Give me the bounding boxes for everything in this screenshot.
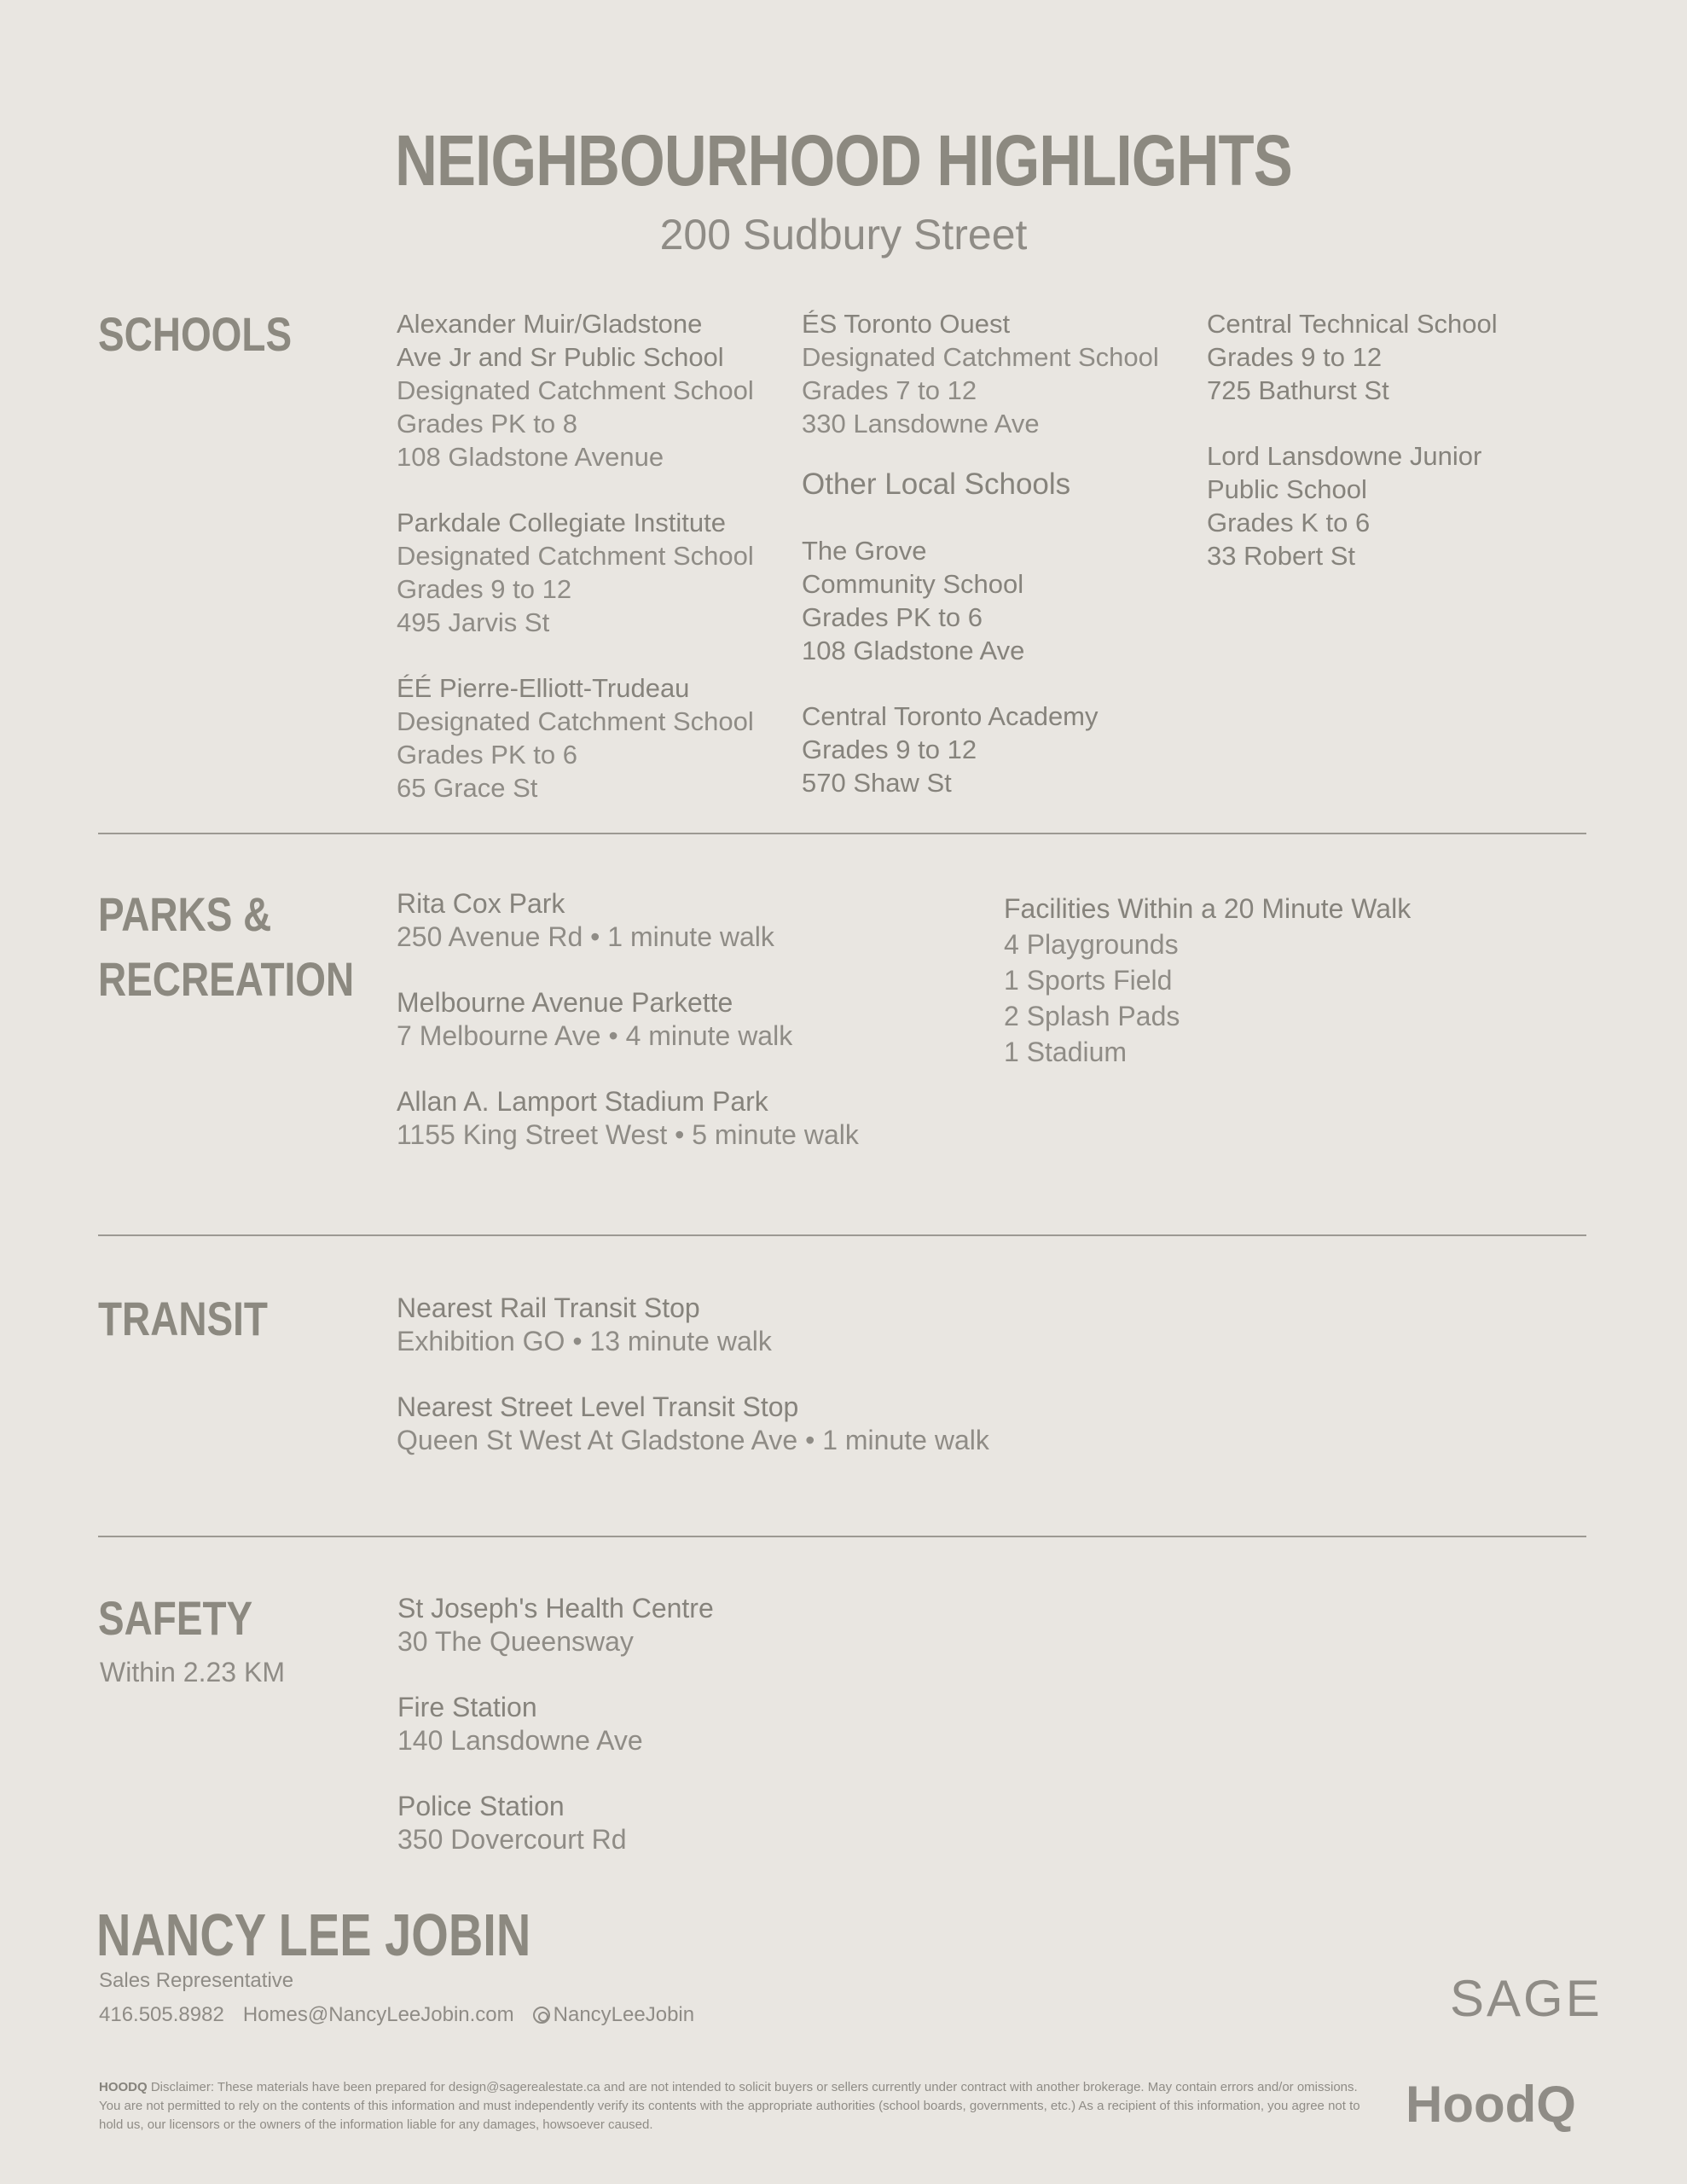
agent-contact xyxy=(99,2003,694,2027)
transit-entry xyxy=(397,1292,1164,1358)
safety-detail: 30 The Queensway xyxy=(397,1626,634,1657)
facility-item: 4 Playgrounds xyxy=(1004,929,1179,960)
safety-name: Fire Station xyxy=(397,1692,537,1722)
other-schools-heading: Other Local Schools xyxy=(802,468,1071,501)
transit-entry xyxy=(397,1391,1164,1457)
safety-name: Police Station xyxy=(397,1791,565,1821)
school-grades: Grades 9 to 12 xyxy=(802,735,977,764)
school-address: 65 Grace St xyxy=(397,773,538,803)
school-grades: Grades K to 6 xyxy=(1207,508,1371,537)
school-name: Lord Lansdowne Junior xyxy=(1207,441,1482,471)
school-address: 108 Gladstone Avenue xyxy=(397,442,664,472)
safety-list xyxy=(397,1592,1165,1856)
parks-heading: PARKS & xyxy=(98,887,272,941)
park-entry xyxy=(397,986,994,1053)
hoodq-logo: HoodQ xyxy=(1406,2076,1576,2133)
school-grades: Grades 9 to 12 xyxy=(397,574,572,604)
school-address: 725 Bathurst St xyxy=(1207,375,1389,405)
school-address: 570 Shaw St xyxy=(802,768,952,798)
school-grades: Grades PK to 6 xyxy=(397,740,577,770)
transit-list xyxy=(397,1292,1164,1457)
school-grades: Grades PK to 8 xyxy=(397,409,577,439)
park-detail: 250 Avenue Rd • 1 minute walk xyxy=(397,921,774,952)
park-name: Melbourne Avenue Parkette xyxy=(397,987,733,1018)
facilities-heading: Facilities Within a 20 Minute Walk xyxy=(1004,893,1412,924)
park-detail: 7 Melbourne Ave • 4 minute walk xyxy=(397,1020,793,1051)
safety-entry xyxy=(397,1691,1165,1757)
safety-detail: 140 Lansdowne Ave xyxy=(397,1725,643,1756)
school-name: ÉS Toronto Ouest xyxy=(802,309,1011,339)
disclaimer xyxy=(99,2078,1361,2135)
facility-item: 2 Splash Pads xyxy=(1004,1001,1180,1031)
school-name: Community School xyxy=(802,569,1024,599)
section-divider xyxy=(98,1536,1586,1537)
agent-role: Sales Representative xyxy=(99,1969,294,1992)
school-name: Public School xyxy=(1207,474,1367,504)
school-entry xyxy=(802,307,1203,440)
schools-column-2 xyxy=(802,307,1203,799)
facility-item: 1 Stadium xyxy=(1004,1037,1128,1067)
school-entry xyxy=(1207,307,1599,407)
disclaimer-brand: HOODQ xyxy=(99,2080,148,2094)
school-name: ÉÉ Pierre-Elliott-Trudeau xyxy=(397,673,690,703)
transit-detail: Queen St West At Gladstone Ave • 1 minute walk xyxy=(397,1425,989,1455)
park-detail: 1155 King Street West • 5 minute walk xyxy=(397,1119,859,1150)
school-entry xyxy=(397,506,797,639)
facility-item: 1 Sports Field xyxy=(1004,965,1173,996)
safety-name: St Joseph's Health Centre xyxy=(397,1593,714,1623)
park-entry xyxy=(397,887,994,954)
safety-entry xyxy=(397,1790,1165,1856)
safety-radius: Within 2.23 KM xyxy=(100,1657,285,1687)
school-entry xyxy=(397,307,797,473)
school-grades: Grades 7 to 12 xyxy=(802,375,977,405)
disclaimer-text: Disclaimer: These materials have been prepared for design@sagerealestate.ca and are not intended to solicit buyers or sellers currently under contract with another brokerage. May contain errors and/or omissions. You are not permitted to rely on the contents of this information and must independently verify its contents with the appropriate authorities (school boards, governments, etc.) As a recipient of this information, you agree not to hold us, our licensors or the owners of the information liable for any damages, howsoever caused. xyxy=(99,2080,1360,2132)
park-name: Rita Cox Park xyxy=(397,888,565,919)
schools-column-1 xyxy=(397,307,797,804)
school-name: Alexander Muir/Gladstone xyxy=(397,309,703,339)
parks-heading-line-2: RECREATION xyxy=(98,952,355,1006)
school-name: Central Technical School xyxy=(1207,309,1498,339)
park-name: Allan A. Lamport Stadium Park xyxy=(397,1086,768,1117)
school-designation: Designated Catchment School xyxy=(397,706,754,736)
school-entry xyxy=(802,534,1203,667)
school-grades: Grades PK to 6 xyxy=(802,602,983,632)
school-designation: Designated Catchment School xyxy=(397,375,754,405)
agent-email[interactable]: Homes@NancyLeeJobin.com xyxy=(242,2003,514,2026)
agent-social-handle: NancyLeeJobin xyxy=(553,2003,695,2026)
school-entry xyxy=(1207,439,1599,572)
school-designation: Designated Catchment School xyxy=(397,541,754,571)
parks-list xyxy=(397,887,994,1152)
section-divider xyxy=(98,833,1586,834)
agent-social[interactable] xyxy=(533,2003,694,2027)
school-name: Ave Jr and Sr Public School xyxy=(397,342,724,372)
park-entry xyxy=(397,1085,994,1152)
school-name: Parkdale Collegiate Institute xyxy=(397,508,727,537)
school-designation: Designated Catchment School xyxy=(802,342,1159,372)
school-entry xyxy=(397,671,797,804)
transit-name: Nearest Rail Transit Stop xyxy=(397,1292,700,1323)
school-address: 495 Jarvis St xyxy=(397,607,550,637)
school-grades: Grades 9 to 12 xyxy=(1207,342,1383,372)
facilities-list xyxy=(1004,891,1584,1070)
safety-entry xyxy=(397,1592,1165,1658)
schools-heading: SCHOOLS xyxy=(98,307,293,361)
school-address: 108 Gladstone Ave xyxy=(802,636,1025,665)
school-entry xyxy=(802,700,1203,799)
agent-phone[interactable]: 416.505.8982 xyxy=(99,2003,224,2026)
transit-name: Nearest Street Level Transit Stop xyxy=(397,1391,799,1422)
sage-logo: SAGE xyxy=(1450,1970,1603,2027)
school-name: Central Toronto Academy xyxy=(802,701,1099,731)
transit-heading: TRANSIT xyxy=(98,1292,268,1345)
school-address: 33 Robert St xyxy=(1207,541,1356,571)
school-name: The Grove xyxy=(802,536,927,566)
transit-detail: Exhibition GO • 13 minute walk xyxy=(397,1326,772,1356)
instagram-icon xyxy=(533,2007,550,2024)
section-divider xyxy=(98,1234,1586,1236)
safety-heading: SAFETY xyxy=(98,1591,253,1645)
page-title: NEIGHBOURHOOD HIGHLIGHTS xyxy=(395,120,1292,200)
safety-detail: 350 Dovercourt Rd xyxy=(397,1824,627,1855)
school-address: 330 Lansdowne Ave xyxy=(802,409,1040,439)
schools-column-3 xyxy=(1207,307,1599,572)
agent-name: NANCY LEE JOBIN xyxy=(96,1902,531,1968)
property-address: 200 Sudbury Street xyxy=(659,211,1028,258)
